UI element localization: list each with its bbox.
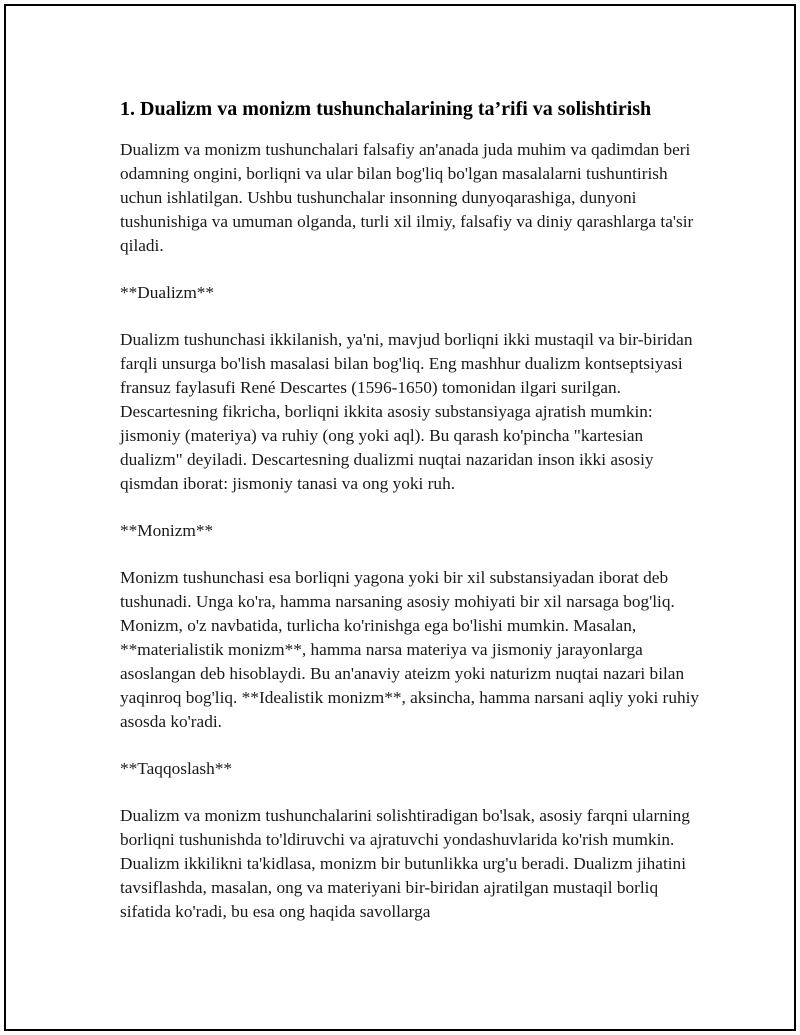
- monizm-subheading: **Monizm**: [120, 521, 214, 540]
- taqqoslash-paragraph: Dualizm va monizm tushunchalarini solishtiradigan bo'lsak, asosiy farqni ularning borliqni tushunishda to'ldiruvchi va ajratuvchi yondashuvlarida ko'rish mumkin. Dualizm ikkilikni ta'kidlasa, monizm bir butunlikka urg'u beradi. Dualizm jihatini tavsiflashda, masalan, ong va materiyani bir-biridan ajratilgan mustaqil borliq sifatida ko'radi, bu esa ong haqida savollarga: [120, 806, 690, 921]
- monizm-paragraph: Monizm tushunchasi esa borliqni yagona yoki bir xil substansiyadan iborat deb tushunadi. Unga ko'ra, hamma narsaning asosiy mohiyati bir xil narsaga bog'liq. Monizm, o'z navbatida, turlicha ko'rinishga ega bo'lishi mumkin. Masalan, **materialistik monizm**, hamma narsa materiya va jismoniy jarayonlarga asoslangan deb hisoblaydi. Bu an'anaviy ateizm yoki naturizm nuqtai nazari bilan yaqinroq bog'liq. **Idealistik monizm**, aksincha, hamma narsani aqliy yoki ruhiy asosda ko'radi.: [120, 568, 700, 731]
- taqqoslash-subheading: **Taqqoslash**: [120, 759, 233, 778]
- document-body: [120, 94, 700, 947]
- dualizm-subheading: **Dualizm**: [120, 283, 215, 302]
- page-frame: [4, 4, 796, 1031]
- section-heading: 1. Dualizm va monizm tushunchalarining ta’rifi va solishtirish: [120, 98, 652, 120]
- intro-paragraph: Dualizm va monizm tushunchalari falsafiy an'anada juda muhim va qadimdan beri odamning ongini, borliqni va ular bilan bog'liq bo'lgan masalalarni tushuntirish uchun ishlatilgan. Ushbu tushunchalar insonning dunyoqarashiga, dunyoni tushunishiga va umuman olganda, turli xil ilmiy, falsafiy va diniy qarashlarga ta'sir qiladi.: [120, 140, 694, 255]
- dualizm-paragraph: Dualizm tushunchasi ikkilanish, ya'ni, mavjud borliqni ikki mustaqil va bir-biridan farqli unsurga bo'lish masalasi bilan bog'liq. Eng mashhur dualizm kontseptsiyasi fransuz faylasufi René Descartes (1596-1650) tomonidan ilgari surilgan. Descartesning fikricha, borliqni ikkita asosiy substansiyaga ajratish mumkin: jismoniy (materiya) va ruhiy (ong yoki aql). Bu qarash ko'pincha "kartesian dualizm" deyiladi. Descartesning dualizmi nuqtai nazaridan inson ikki asosiy qismdan iborat: jismoniy tanasi va ong yoki ruh.: [120, 330, 693, 493]
